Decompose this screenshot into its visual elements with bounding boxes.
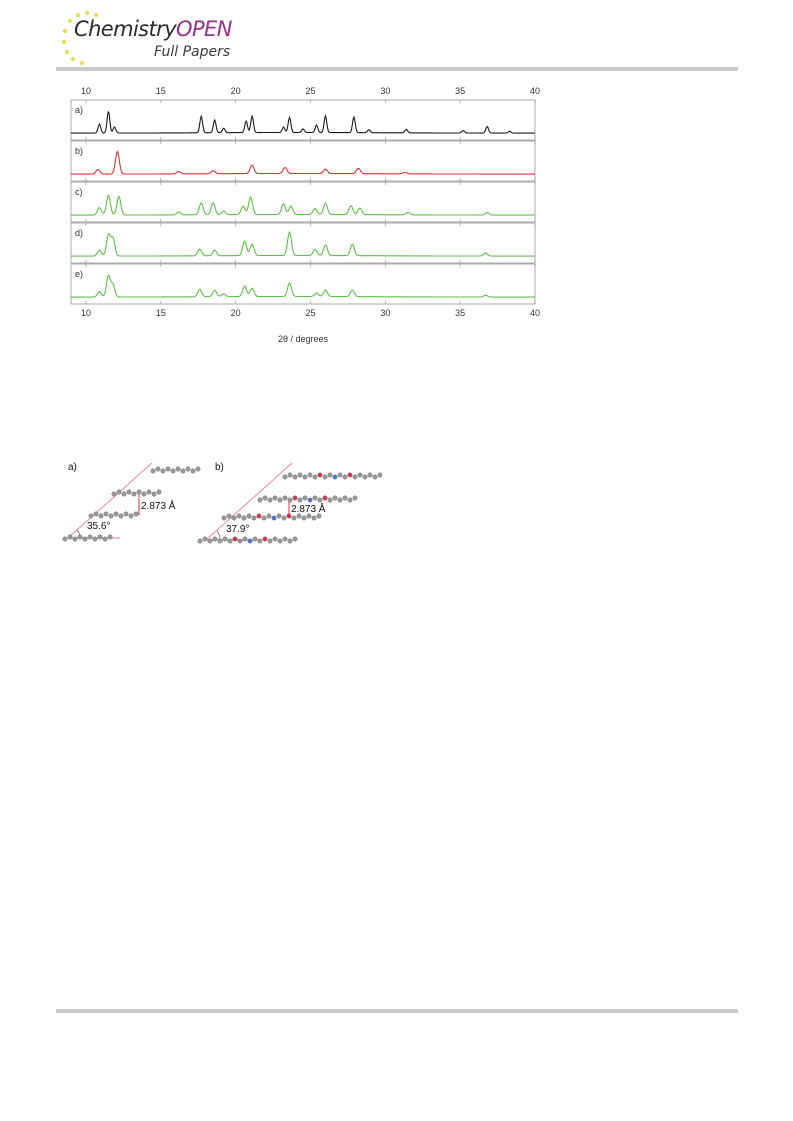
atom <box>218 539 222 543</box>
atom <box>343 475 347 479</box>
x-tick-label-top: 20 <box>230 86 241 96</box>
series-line <box>71 275 535 297</box>
atom <box>124 512 128 516</box>
atom <box>258 539 262 543</box>
x-tick-label-bottom: 25 <box>305 308 316 318</box>
atom <box>208 539 212 543</box>
atom <box>119 514 123 518</box>
atom <box>198 539 202 543</box>
atom <box>142 492 146 496</box>
x-tick-label-bottom: 10 <box>80 308 91 318</box>
atom <box>232 516 236 520</box>
atom <box>73 537 77 541</box>
atom <box>358 473 362 477</box>
atom <box>129 514 133 518</box>
x-tick-label-bottom: 20 <box>230 308 241 318</box>
atom <box>293 475 297 479</box>
atom <box>278 539 282 543</box>
x-tick-label-top: 35 <box>455 86 466 96</box>
atom <box>68 535 72 539</box>
atom <box>83 537 87 541</box>
atom <box>338 473 342 477</box>
atom <box>263 496 267 500</box>
atom <box>323 475 327 479</box>
atom <box>176 467 180 471</box>
panel-label: a) <box>75 105 84 115</box>
atom <box>283 537 287 541</box>
x-tick-label-top: 10 <box>80 86 91 96</box>
atom <box>318 473 322 477</box>
footer-rule <box>56 1009 738 1013</box>
x-tick-label-bottom: 40 <box>529 308 541 318</box>
atom <box>303 496 307 500</box>
atom <box>109 514 113 518</box>
atom <box>288 473 292 477</box>
atom <box>348 473 352 477</box>
atom <box>348 498 352 502</box>
journal-logo <box>56 6 296 68</box>
atom <box>267 514 271 518</box>
atom <box>213 537 217 541</box>
atom <box>312 516 316 520</box>
atom <box>89 514 93 518</box>
atom <box>88 535 92 539</box>
atom <box>122 492 126 496</box>
panel-label: b) <box>75 146 84 156</box>
atom <box>114 512 118 516</box>
crystal-packing-figure <box>60 455 400 555</box>
atom <box>223 537 227 541</box>
atom <box>94 512 98 516</box>
atom <box>166 467 170 471</box>
panel-a-label: a) <box>68 462 77 473</box>
atom <box>253 537 257 541</box>
atom <box>353 475 357 479</box>
atom <box>308 473 312 477</box>
atom <box>328 498 332 502</box>
atom <box>99 514 103 518</box>
atom <box>104 512 108 516</box>
atom <box>308 498 312 502</box>
xrd-figure <box>58 80 548 360</box>
atom <box>313 475 317 479</box>
atom <box>343 496 347 500</box>
journal-name-part2: OPEN <box>176 17 232 41</box>
atom <box>134 512 138 516</box>
atom <box>237 514 241 518</box>
atom <box>252 516 256 520</box>
header-rule <box>56 67 738 71</box>
distance-label-a: 2.873 Å <box>141 501 176 512</box>
atom <box>313 496 317 500</box>
atom <box>277 514 281 518</box>
atom <box>373 475 377 479</box>
panel-label: e) <box>75 269 84 279</box>
section-label: Full Papers <box>154 44 231 60</box>
atom <box>108 535 112 539</box>
atom <box>127 490 131 494</box>
atom <box>98 535 102 539</box>
atom <box>247 514 251 518</box>
atom <box>333 496 337 500</box>
atom <box>323 496 327 500</box>
atom <box>292 516 296 520</box>
x-tick-label-top: 25 <box>305 86 316 96</box>
journal-name-part1: Chemistry <box>74 17 177 41</box>
x-axis-label: 2θ / degrees <box>277 334 329 344</box>
atom <box>318 498 322 502</box>
atom <box>222 516 226 520</box>
x-tick-label-bottom: 35 <box>455 308 466 318</box>
panel-label: c) <box>75 187 83 197</box>
atom <box>283 475 287 479</box>
x-tick-label-bottom: 30 <box>380 308 391 318</box>
atom <box>191 469 195 473</box>
series-line <box>71 112 535 134</box>
panel-frame <box>71 141 535 181</box>
atom <box>78 535 82 539</box>
atom <box>303 475 307 479</box>
atom <box>203 537 207 541</box>
atom <box>257 514 261 518</box>
atom <box>263 537 267 541</box>
atom <box>283 496 287 500</box>
atom <box>227 514 231 518</box>
atom <box>93 537 97 541</box>
atom <box>293 537 297 541</box>
panel-b-label: b) <box>215 462 224 473</box>
atom <box>103 537 107 541</box>
atom <box>368 473 372 477</box>
series-line <box>71 152 535 175</box>
atom <box>152 492 156 496</box>
angle-label-a: 35.6° <box>87 521 111 532</box>
atom <box>243 537 247 541</box>
angle-label-b: 37.9° <box>226 524 250 535</box>
x-tick-label-bottom: 15 <box>155 308 166 318</box>
atom <box>157 490 161 494</box>
atom <box>302 516 306 520</box>
x-tick-label-top: 40 <box>529 86 541 96</box>
atom <box>233 537 237 541</box>
stacking-diagram-a <box>63 463 200 541</box>
atom <box>112 492 116 496</box>
atom <box>258 498 262 502</box>
atom <box>242 516 246 520</box>
atom <box>333 475 337 479</box>
atom <box>298 473 302 477</box>
atom <box>278 498 282 502</box>
atom <box>156 467 160 471</box>
atom <box>147 490 151 494</box>
panel-frame <box>71 100 535 140</box>
atom <box>238 539 242 543</box>
atom <box>137 490 141 494</box>
atom <box>228 539 232 543</box>
atom <box>282 516 286 520</box>
atom <box>353 496 357 500</box>
journal-name <box>74 17 232 41</box>
atom <box>186 467 190 471</box>
atom <box>248 539 252 543</box>
atom <box>378 473 382 477</box>
x-tick-label-top: 15 <box>155 86 166 96</box>
atom <box>181 469 185 473</box>
atom <box>117 490 121 494</box>
atom <box>272 516 276 520</box>
atom <box>363 475 367 479</box>
panel-frame <box>71 264 535 304</box>
series-line <box>71 196 535 216</box>
panel-frame <box>71 223 535 263</box>
atom <box>298 498 302 502</box>
atom <box>268 539 272 543</box>
atom <box>63 537 67 541</box>
panel-frame <box>71 182 535 222</box>
atom <box>262 516 266 520</box>
atom <box>196 467 200 471</box>
atom <box>132 492 136 496</box>
atom <box>171 469 175 473</box>
distance-label-b: 2.873 Å <box>291 504 326 515</box>
atom <box>293 496 297 500</box>
panel-label: d) <box>75 228 84 238</box>
atom <box>338 498 342 502</box>
atom <box>288 498 292 502</box>
atom <box>273 496 277 500</box>
series-line <box>71 232 535 256</box>
atom <box>268 498 272 502</box>
atom <box>161 469 165 473</box>
atom <box>288 539 292 543</box>
atom <box>151 469 155 473</box>
x-tick-label-top: 30 <box>380 86 391 96</box>
atom <box>328 473 332 477</box>
atom <box>273 537 277 541</box>
